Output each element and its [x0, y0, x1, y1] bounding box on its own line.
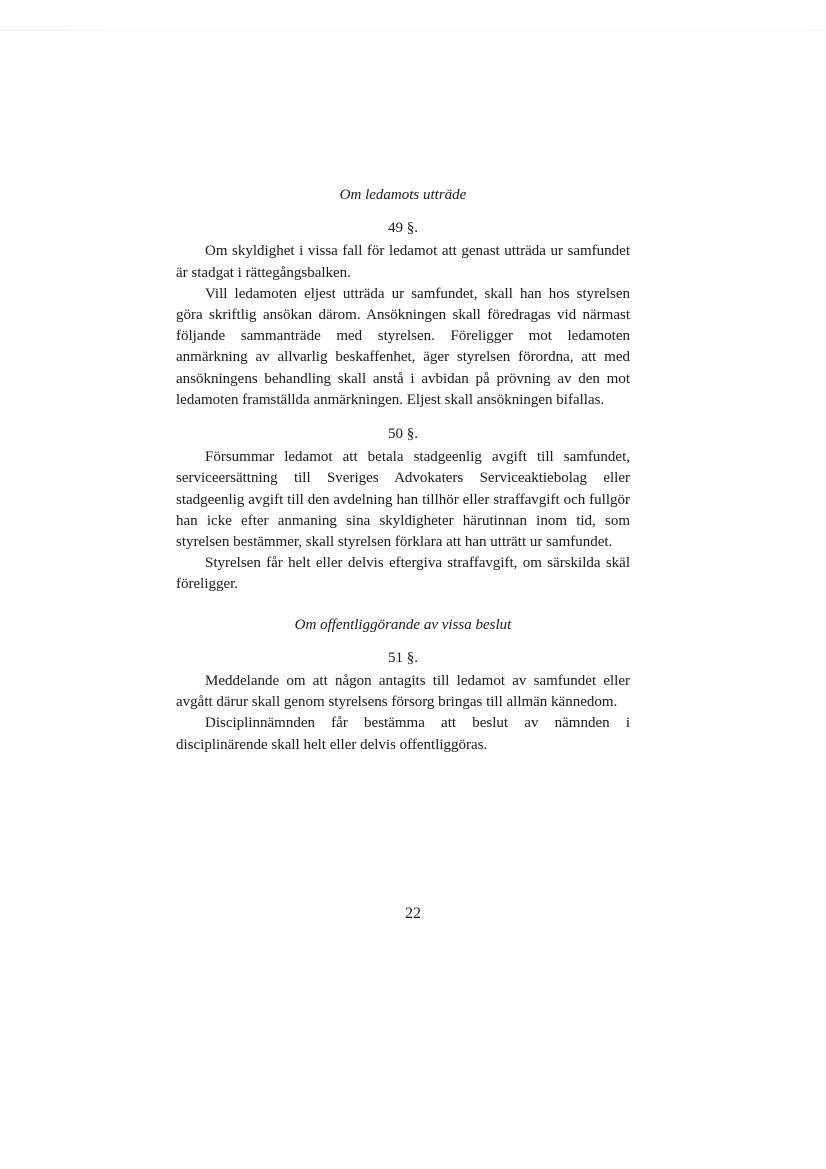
paragraph-51-1: Meddelande om att någon antagits till ledamot av samfundet eller avgått därur skall genom styrelsens försorg bringas till allmän kännedom.: [176, 673, 630, 711]
section-number-49: 49 §.: [388, 220, 418, 237]
section-heading-offentliggorande: Om offentliggörande av vissa beslut: [294, 616, 512, 633]
section-heading-uttrade: Om ledamots utträde: [339, 187, 467, 203]
section-number-51: 51 §.: [388, 649, 418, 666]
paragraph-50-2: Styrelsen får helt eller delvis eftergiva straffavgift, om särskilda skäl föreligger.: [176, 555, 630, 593]
page-number: 22: [405, 905, 421, 922]
section-number-50: 50 §.: [388, 426, 418, 443]
paragraph-51-2: Disciplinnämnden får bestämma att beslut av nämnden i disciplinärende skall helt eller delvis offentliggöras.: [176, 715, 630, 753]
scan-edge-line: [0, 30, 826, 31]
paragraph-49-2: Vill ledamoten eljest utträda ur samfundet, skall han hos styrelsen göra skriftlig ansökan därom. Ansökningen skall föredragas vid närmast följande sammanträde med styrelsen. Föreligger mot ledamoten anmärkning av allvarlig beskaffenhet, äger styrelsen förordna, att med ansökningens behandling skall anstå i avbidan på prövning av den mot ledamoten framställda anmärkningen. Eljest skall ansökningen bifallas.: [176, 285, 630, 408]
paragraph-50-1: Försummar ledamot att betala stadgeenlig avgift till samfundet, serviceersättning till Sveriges Advokaters Serviceaktiebolag eller stadgeenlig avgift till den avdelning han tillhör eller straffavgift och fullgör han icke efter anmaning sina skyldigheter härutinnan inom tid, som styrelsen bestämmer, skall styrelsen förklara att han utträtt ur samfundet.: [176, 449, 630, 551]
paragraph-49-1: Om skyldighet i vissa fall för ledamot att genast utträda ur samfundet är stadgat i rättegångsbalken.: [176, 243, 630, 281]
text-body: [176, 182, 630, 756]
